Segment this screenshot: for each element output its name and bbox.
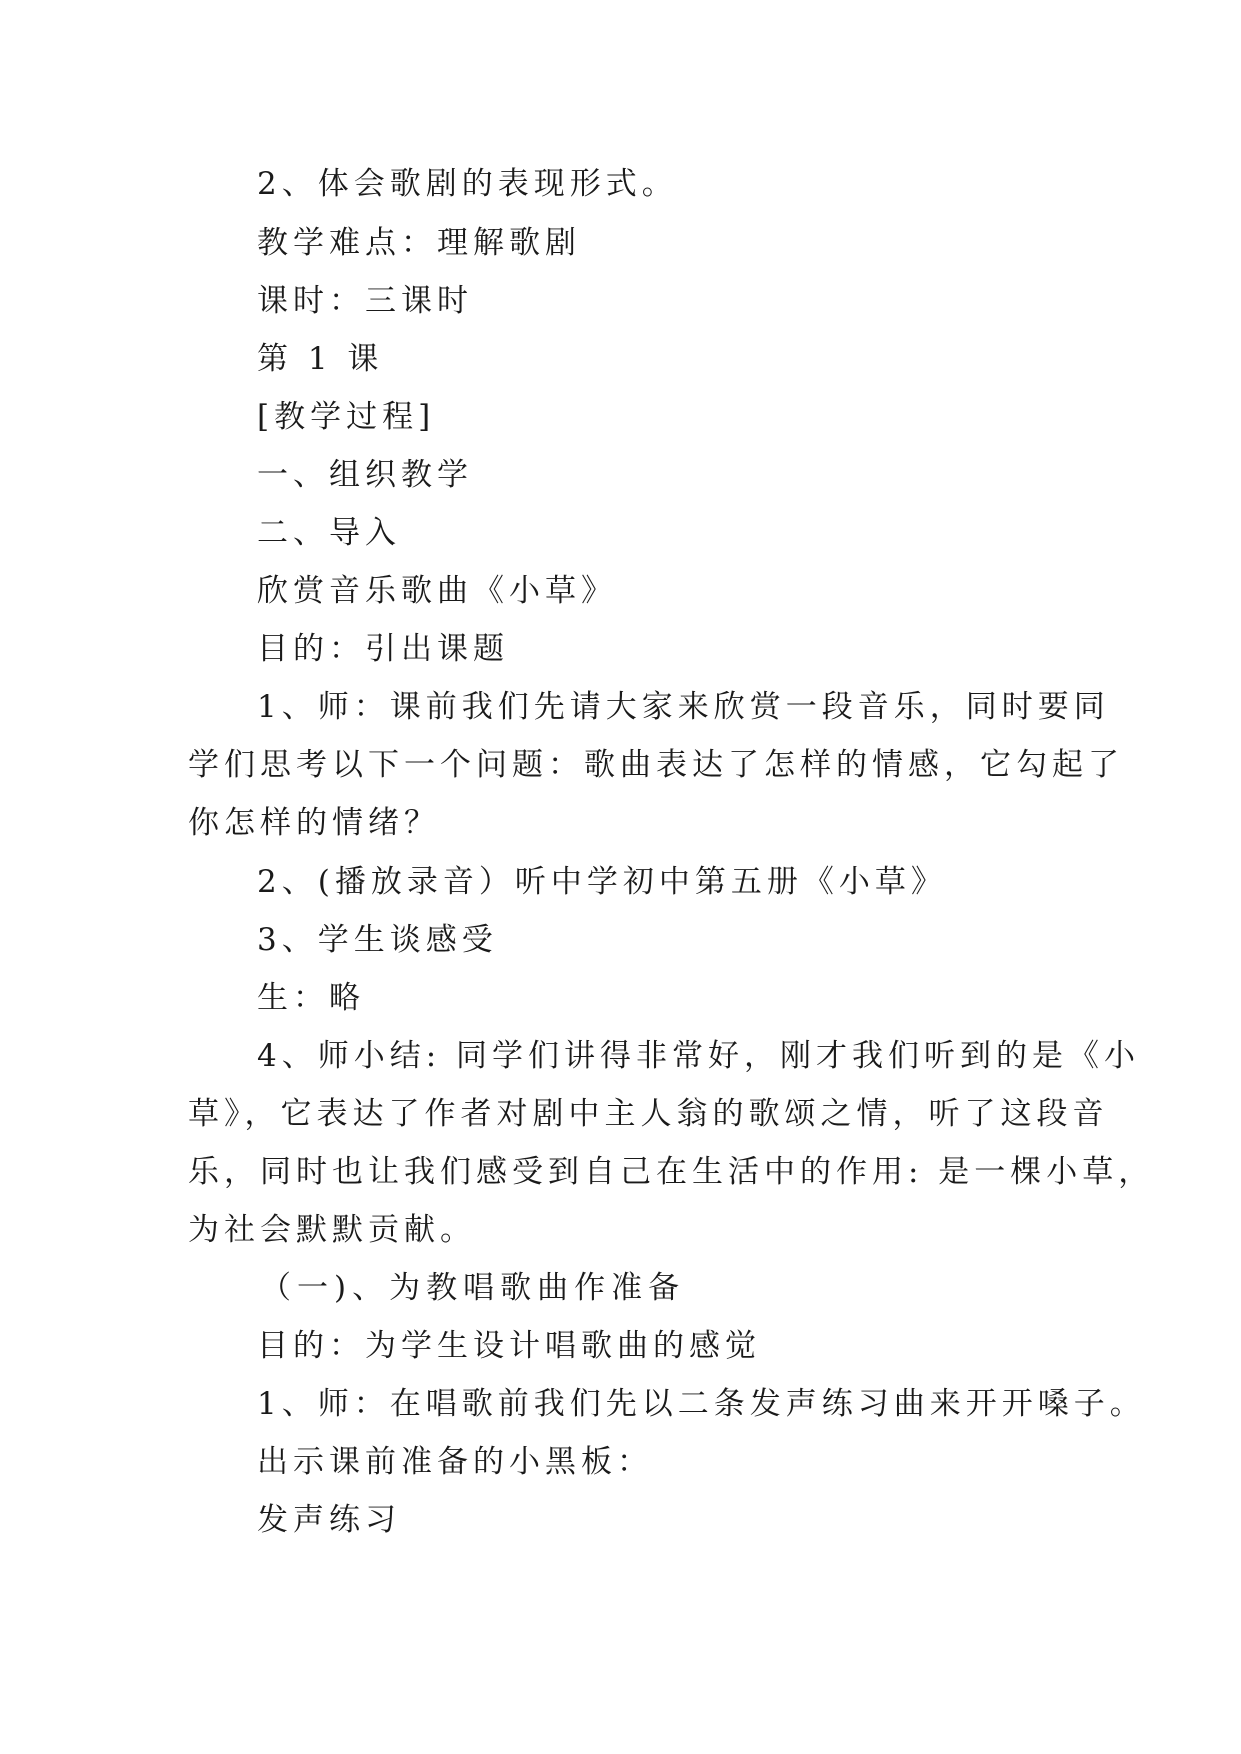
text-line: 目的：为学生设计唱歌曲的感觉	[257, 1328, 761, 1364]
text-line: [教学过程]	[257, 399, 436, 435]
text-line: 3、学生谈感受	[257, 922, 498, 958]
text-line: 课时：三课时	[257, 283, 473, 319]
text-line: 1、师：课前我们先请大家来欣赏一段音乐，同时要同	[257, 689, 1110, 725]
text-line: 欣赏音乐歌曲《小草》	[257, 573, 617, 609]
text-line: 乐，同时也让我们感受到自己在生活中的作用: 是一棵小草，	[188, 1154, 1155, 1190]
text-line: 4、师小结: 同学们讲得非常好，刚才我们听到的是《小	[257, 1038, 1141, 1074]
text-line: 生：略	[257, 980, 365, 1016]
text-line: 2、(播放录音）听中学初中第五册《小草》	[257, 864, 947, 900]
text-line: 为社会默默贡献。	[188, 1212, 476, 1248]
text-line: 学们思考以下一个问题：歌曲表达了怎样的情感，它勾起了	[188, 747, 1124, 783]
text-line: 出示课前准备的小黑板：	[257, 1444, 653, 1480]
text-line: 发声练习	[257, 1502, 401, 1538]
text-line: 1、师：在唱歌前我们先以二条发声练习曲来开开嗓子。	[257, 1386, 1146, 1422]
text-line: 草》，它表达了作者对剧中主人翁的歌颂之情，听了这段音	[188, 1096, 1109, 1132]
text-line: 一、组织教学	[257, 457, 473, 493]
text-line: 目的：引出课题	[257, 631, 509, 667]
text-line: 2、体会歌剧的表现形式。	[257, 166, 678, 202]
text-line: 二、导入	[257, 515, 401, 551]
text-line: （一)、为教唱歌曲作准备	[260, 1270, 686, 1306]
text-line: 你怎样的情绪？	[188, 805, 440, 841]
text-line: 教学难点：理解歌剧	[257, 225, 581, 261]
text-line: 第 1 课	[257, 341, 384, 377]
